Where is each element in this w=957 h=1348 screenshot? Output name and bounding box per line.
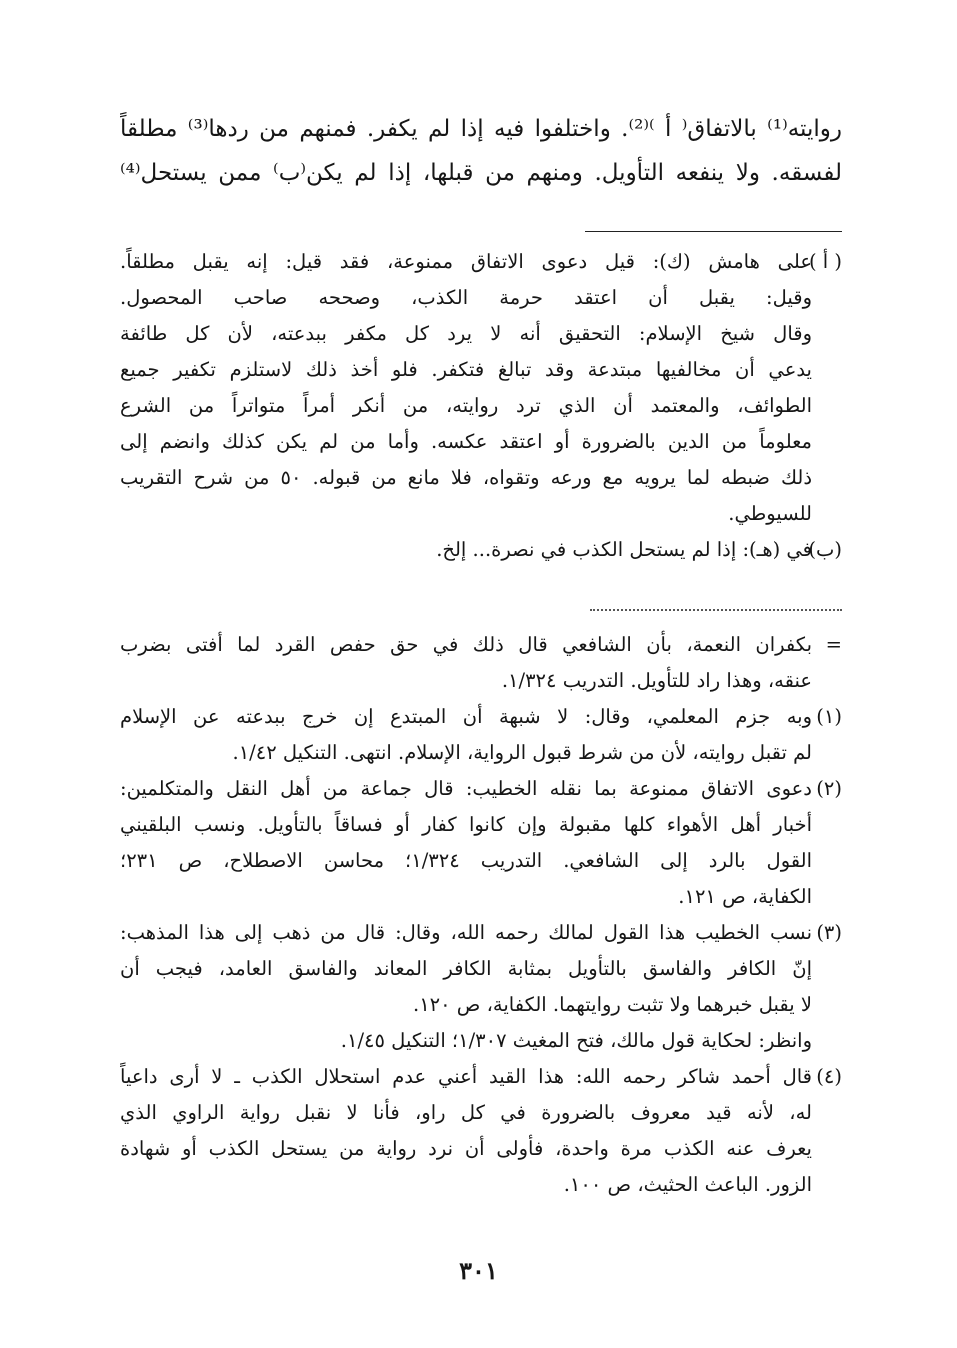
footnote-line: القول بالرد إلى الشافعي. التدريب ١/٣٢٤؛ محاسن الاصطلاح، ص ٢٣١؛ <box>120 849 812 872</box>
footnote-separator-line <box>585 231 842 232</box>
footnote-text: وبه جزم المعلمي، وقال: لا شبهة أن المبتدع إن خرج ببدعته عن الإسلام <box>120 705 812 728</box>
footnote-continuation <box>120 627 842 699</box>
footnote-line: أخبار أهل الأهواء كلها مقبولة وإن كانوا كفار أو فساقاً بالتأويل. ونسب البلقيني <box>120 813 812 836</box>
footnote-marker: (٤) <box>816 1065 842 1088</box>
footnote-marker: = <box>825 633 842 656</box>
main-text <box>120 107 842 195</box>
footnote-1 <box>120 699 842 771</box>
footnote-4 <box>120 1059 842 1203</box>
note-line: للسيوطي. <box>728 502 812 525</box>
footnote-line <box>120 627 842 663</box>
note-line <box>120 244 842 280</box>
note-text: في (هـ): إذا لم يستحل الكذب في نصرة... إلخ. <box>436 538 812 561</box>
footnote-line <box>120 771 842 807</box>
footnote-line: الكفاية، ص ١٢١. <box>678 885 812 908</box>
footnote-line: له، لأنه قيد معروف بالضرورة في كل راو، فأنا لا نقبل رواية الراوي الذي <box>120 1101 812 1124</box>
note-line: معلوماً من الدين بالضرورة أو اعتقد عكسه. وأما من لم يكن كذلك وانضم إلى <box>120 430 812 453</box>
footnote-line: وانظر: لحكاية قول مالك، فتح المغيث ١/٣٠٧؛ التنكيل ١/٤٥. <box>340 1029 812 1052</box>
page-number: ٣٠١ <box>459 1256 498 1285</box>
footnote-text: نسب الخطيب هذا القول لمالك رحمه الله، وقال: قال من ذهب إلى هذا المذهب: <box>120 921 813 944</box>
main-text-line: لفسقه. ولا ينفعه التأويل. ومنهم من قبلها، إذا لم يكن⁽ب⁾ ممن يستحل⁽⁴⁾ <box>120 160 842 186</box>
note-line: يدعي أن مخالفيها مبتدعة وقد تبالغ فتكفر. فلو أخذ ذلك لاستلزم تكفير جميع <box>120 358 812 381</box>
note-line: وقال شيخ الإسلام: التحقيق أنه لا يرد كل مكفر ببدعته، لأن كل طائفة <box>120 322 812 345</box>
footnote-line <box>120 699 842 735</box>
footnote-marker: (١) <box>816 705 842 728</box>
footnote-3 <box>120 915 842 1059</box>
footnote-2 <box>120 771 842 915</box>
footnote-line: إنّ الكافر والفاسق بالتأويل بمثابة الكافر المعاند والفاسق العامد، فيجب أن <box>120 957 812 980</box>
editor-note-b <box>120 532 842 568</box>
editor-notes <box>120 244 842 568</box>
footnote-text: بكفران النعمة، بأن الشافعي قال ذلك في حق حفص القرد لما أفتى بضرب <box>120 633 812 656</box>
dotted-separator <box>590 609 842 611</box>
footnote-line: الزور. الباعث الحثيث، ص ١٠٠. <box>563 1173 812 1196</box>
main-text-line: روايته⁽¹⁾ بالاتفاق⁽ أ ⁾⁽²⁾. واختلفوا فيه إذا لم يكفر. فمنهم من ردها⁽³⁾ مطلقاً <box>120 116 842 142</box>
footnote-text: قال أحمد شاكر رحمه الله: هذا القيد أعني عدم استحلال الكذب ـ لا أرى داعياً <box>120 1065 812 1088</box>
note-line: ذلك ضبطه لما يرويه مع ورعه وتقواه، فلا مانع من قبوله. ٥٠ من شرح التقريب <box>120 466 813 489</box>
footnote-marker: (٣) <box>816 921 842 944</box>
note-line <box>120 532 842 568</box>
note-marker: (ب) <box>808 538 842 561</box>
footnote-line <box>120 915 842 951</box>
footnote-line: يعرف عنه الكذب مرة واحدة، فأولى أن نرد رواية من يستحل الكذب أو شهادة <box>120 1137 812 1160</box>
note-text: على هامش (ك): قيل دعوى الاتفاق ممنوعة، فقد قيل: إنه يقبل مطلقاً. <box>120 250 812 273</box>
note-line: وقيل: يقبل أن اعتقد حرمة الكذب، وصححه صاحب المحصول. <box>120 286 812 309</box>
footnotes <box>120 627 842 1203</box>
note-line: الطوائف، والمعتمد أن الذي ترد روايته، من أنكر أمراً متواتراً من الشرع <box>120 394 812 417</box>
footnote-line: عنقه، وهذا راد للتأويل. التدريب ١/٣٢٤. <box>501 669 812 692</box>
footnote-line: لم تقبل روايته، لأن من شرط قبول الرواية، الإسلام. انتهى. التنكيل ١/٤٢. <box>232 741 812 764</box>
footnote-marker: (٢) <box>816 777 842 800</box>
footnote-line: لا يقبل خبرهما ولا تثبت روايتهما. الكفاية، ص ١٢٠. <box>412 993 812 1016</box>
footnote-text: دعوى الاتفاق ممنوعة بما نقله الخطيب: قال جماعة من أهل النقل والمتكلمين: <box>120 777 812 800</box>
editor-note-a <box>120 244 842 532</box>
note-marker: ( أ ) <box>808 250 842 273</box>
footnote-line <box>120 1059 842 1095</box>
